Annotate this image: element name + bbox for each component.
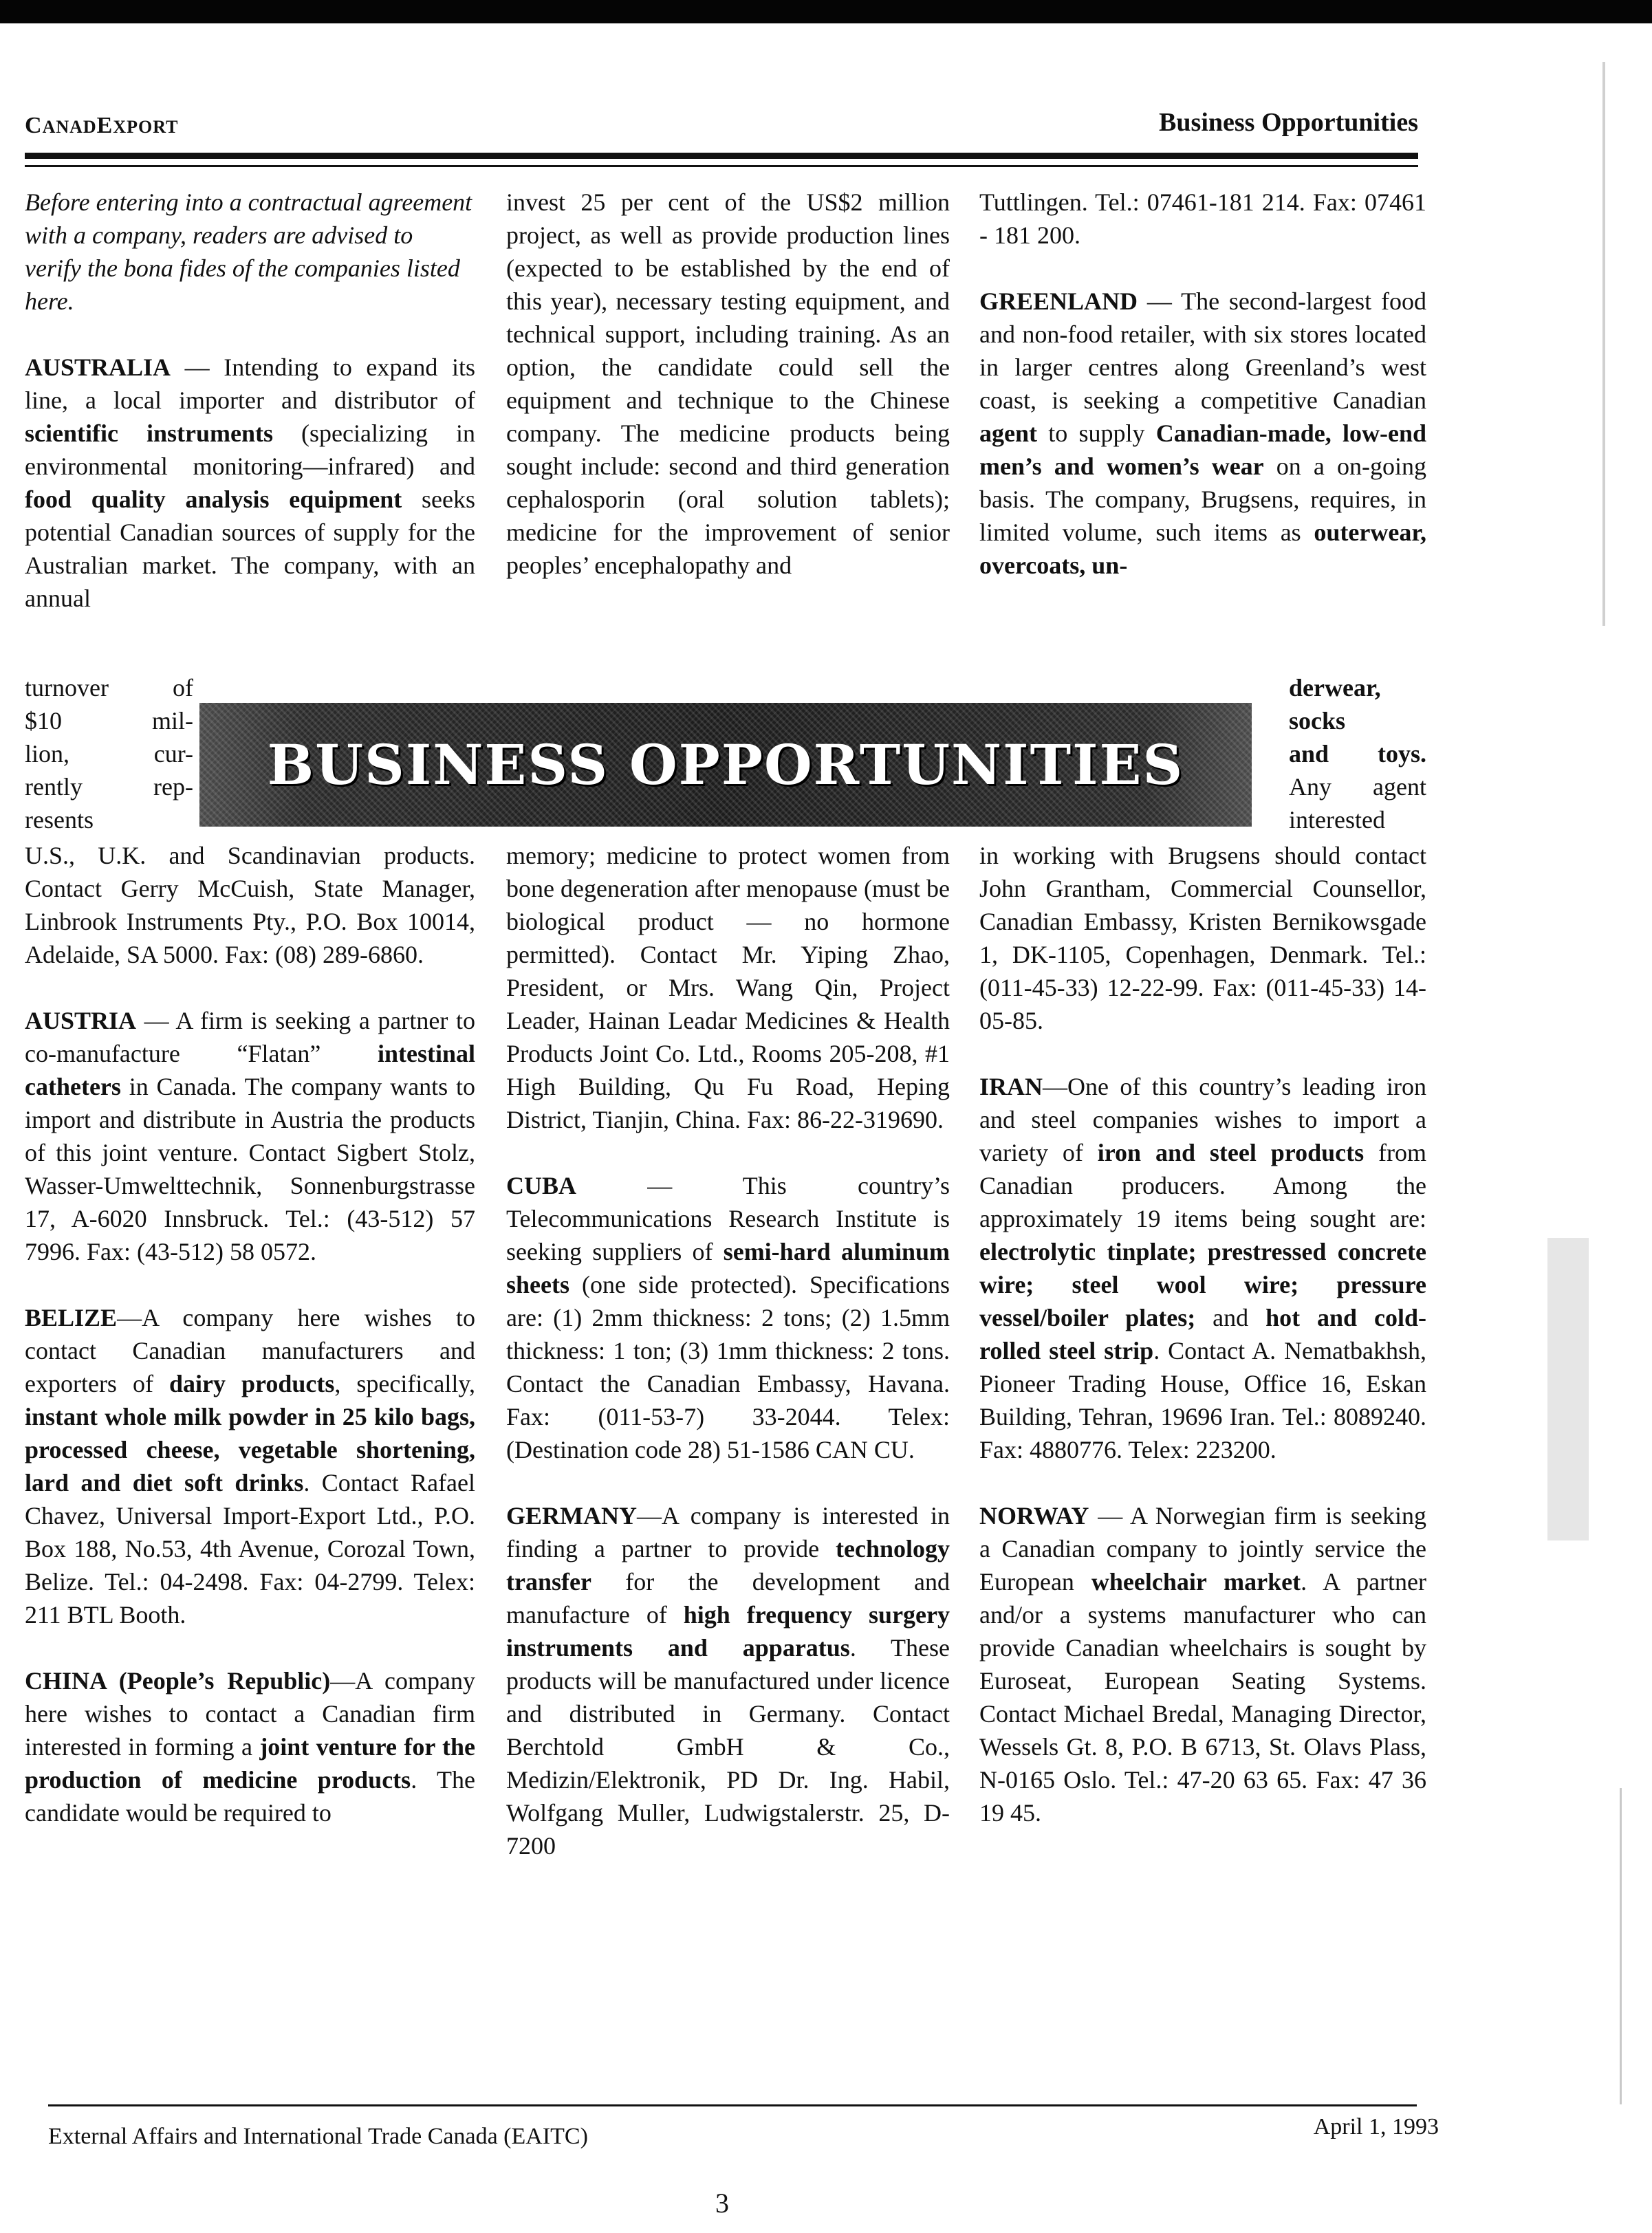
greenland-entry: GREENLAND — The second-largest food and non-food retailer, with six stores located in larger centres along Greenland’s west coast, is seeking a competitive Canadian agent to supply Canadian-made, low-end men’s and women’s wear on a on-going basis. The company, Brugsens, requires, in limited volume, such items as outerwear, overcoats, un- bbox=[979, 287, 1427, 579]
scan-artifact bbox=[1620, 1788, 1622, 2104]
china-entry: CHINA (People’s Republic)—A company here wishes to contact a Canadian firm interested in forming a joint venture for the production of medicine products. The candidate would be required to bbox=[25, 1667, 475, 1827]
norway-entry: NORWAY — A Norwegian firm is seeking a Canadian company to jointly service the European wheelchair market. A partner and/or a systems manufacturer who can provide Canadian wheelchairs is sought by Euroseat, European Seating Systems. Contact Michael Bredal, Managing Director, Wessels Gt. 8, P.O. B 6713, St. Olavs Plass, N-0165 Oslo. Tel.: 47-20 63 65. Fax: 47 36 19 45. bbox=[979, 1502, 1427, 1827]
footer-date: April 1, 1993 bbox=[1313, 2114, 1439, 2139]
cuba-entry: CUBA — This country’s Telecommunications Research Institute is seeking suppliers of semi-hard aluminum sheets (one side protected). Specifications are: (1) 2mm thickness: 2 tons; (2) 1.5mm thickness: 1 ton; (3) 1mm thickness: 2 tons. Contact the Canadian Embassy, Havana. Fax: (011-53-7) 33-2044. Telex: (Destination code 28) 51-1586 CAN CU. bbox=[506, 1172, 950, 1463]
germany-entry-cont: Tuttlingen. Tel.: 07461-181 214. Fax: 07461 - 181 200. bbox=[979, 188, 1426, 249]
scan-top-edge bbox=[0, 0, 1652, 23]
column-2-top bbox=[506, 186, 950, 615]
country-heading: AUSTRALIA bbox=[25, 353, 171, 381]
country-heading: AUSTRIA bbox=[25, 1007, 137, 1034]
country-heading: GERMANY bbox=[506, 1502, 637, 1529]
page-number: 3 bbox=[715, 2188, 729, 2219]
header-rule-thin bbox=[25, 165, 1418, 167]
germany-entry: GERMANY—A company is interested in finding a partner to provide technology transfer for the development and manufacture of high frequency surgery instruments and apparatus. These products will be manufactured under licence and distributed in Germany. Contact Berchtold GmbH & Co., Medizin/Elektronik, PD Dr. Ing. Habil, Wolfgang Muller, Ludwigstalerstr. 25, D-7200 bbox=[506, 1502, 950, 1860]
column-3-bottom bbox=[979, 839, 1426, 1862]
column-1-bottom bbox=[25, 839, 475, 1862]
section-title: Business Opportunities bbox=[1159, 108, 1418, 137]
banner-title: BUSINESS OPPORTUNITIES bbox=[267, 732, 1184, 797]
country-heading: NORWAY bbox=[979, 1502, 1089, 1529]
header-rule bbox=[25, 153, 1418, 159]
footer-rule bbox=[48, 2104, 1417, 2106]
china-entry-cont2: memory; medicine to protect women from bone degeneration after menopause (must be biological product — no hormone permitted). Contact Mr. Yiping Zhao, President, or Mrs. Wang Qin, Project Leader, Hainan Leadar Medicines & Health Products Joint Co. Ltd., Rooms 205-208, #1 High Building, Qu Fu Road, Heping District, Tianjin, China. Fax: 86-22-319690. bbox=[506, 842, 950, 1133]
column-3-top bbox=[979, 186, 1426, 615]
iran-entry: IRAN—One of this country’s leading iron and steel companies wishes to import a variety of iron and steel products from Canadian producers. Among the approximately 19 items being sought are: electrolytic tinplate; prestressed concrete wire; steel wool wire; pressure vessel/boiler plates; and hot and cold-rolled steel strip. Contact A. Nematbakhsh, Pioneer Trading House, Office 16, Eskan Building, Tehran, 19696 Iran. Tel.: 8089240. Fax: 4880776. Telex: 223200. bbox=[979, 1073, 1426, 1463]
country-heading: CUBA bbox=[506, 1172, 577, 1199]
column-1-top bbox=[25, 186, 475, 648]
disclaimer: Before entering into a contractual agreement with a company, readers are advised to verify the bona fides of the companies listed here. bbox=[25, 188, 472, 315]
country-heading: GREENLAND bbox=[979, 287, 1138, 315]
scan-artifact bbox=[1547, 1238, 1589, 1540]
china-entry-cont: invest 25 per cent of the US$2 million project, as well as provide production lines (expected to be established by the end of this year), necessary testing equipment, and technical support, including training. As an option, the candidate could sell the equipment and technique to the Chinese company. The medicine products being sought include: second and third generation cephalosporin (oral solution tablets); medicine for the improvement of senior peoples’ encephalopathy and bbox=[506, 188, 950, 579]
greenland-wrap: derwear, socks and toys. Any agent interested bbox=[1289, 674, 1426, 834]
belize-entry: BELIZE—A company here wishes to contact Canadian manufacturers and exporters of dairy products, specifically, instant whole milk powder in 25 kilo bags, processed cheese, vegetable shortening, lard and diet soft drinks. Contact Rafael Chavez, Universal Import-Export Ltd., P.O. Box 188, No.53, 4th Avenue, Corozal Town, Belize. Tel.: 04-2498. Fax: 04-2799. Telex: 211 BTL Booth. bbox=[25, 1304, 475, 1629]
country-heading: CHINA (People’s Republic) bbox=[25, 1667, 331, 1695]
australia-entry-cont: U.S., U.K. and Scandinavian products. Contact Gerry McCuish, State Manager, Linbrook Instruments Pty., P.O. Box 10014, Adelaide, SA 5000. Fax: (08) 289-6860. bbox=[25, 842, 475, 968]
australia-wrap: turnover of $10 mil- lion, cur- rently rep- resents bbox=[25, 674, 193, 834]
australia-entry: AUSTRALIA — Intending to expand its line, a local importer and distributor of scientific instruments (specializing in environmental monitoring—infrared) and food quality analysis equipment seeks potential Canadian sources of supply for the Australian market. The company, with an annual bbox=[25, 353, 475, 612]
country-heading: IRAN bbox=[979, 1073, 1043, 1100]
footer-publisher: External Affairs and International Trade Canada (EAITC) bbox=[48, 2124, 588, 2149]
greenland-entry-cont: in working with Brugsens should contact John Grantham, Commercial Counsellor, Canadian Embassy, Kristen Bernikowsgade 1, DK-1105, Copenhagen, Denmark. Tel.: (011-45-33) 12-22-99. Fax: (011-45-33) 14-05-85. bbox=[979, 842, 1426, 1034]
business-opportunities-banner bbox=[199, 703, 1252, 827]
austria-entry: AUSTRIA — A firm is seeking a partner to co-manufacture “Flatan” intestinal catheters in Canada. The company wants to import and distribute in Austria the products of this joint venture. Contact Sigbert Stolz, Wasser-Umwelttechnik, Sonnenburgstrasse 17, A-6020 Innsbruck. Tel.: (43-512) 57 7996. Fax: (43-512) 58 0572. bbox=[25, 1007, 475, 1265]
column-2-bottom bbox=[506, 839, 950, 1895]
scan-artifact bbox=[1602, 62, 1605, 626]
country-heading: BELIZE bbox=[25, 1304, 118, 1331]
publication-name: CANADEXPORT bbox=[25, 113, 179, 138]
